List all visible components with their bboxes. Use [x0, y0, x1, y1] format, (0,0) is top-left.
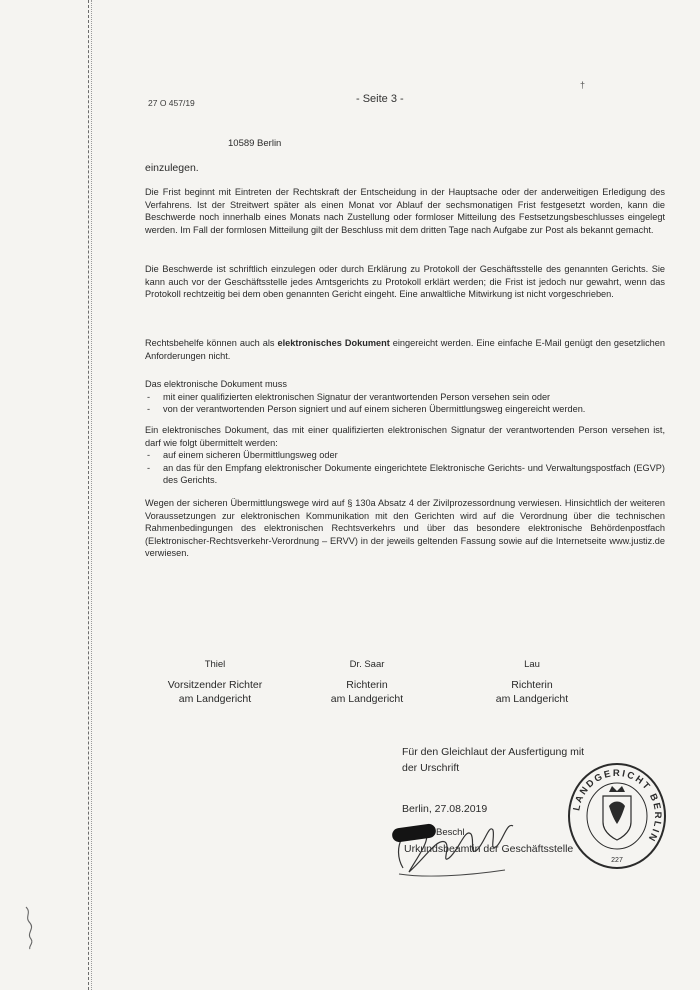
paragraph-dokument-muss — [145, 378, 665, 416]
list-item: - auf einem sicheren Übermittlungsweg oder — [145, 449, 665, 462]
judge-signature-block — [302, 658, 432, 706]
seal-number: 227 — [611, 857, 623, 864]
paragraph-elektronisch-after: eingereicht werden. Eine einfache E-Mail genügt den gesetzlichen Anforderungen nicht. — [145, 338, 665, 361]
list-item: - mit einer qualifizierten elektronischen Signatur der verantwortenden Person versehen sein oder — [145, 391, 665, 404]
certification-text — [402, 744, 584, 776]
paragraph-beschwerde: Die Beschwerde ist schriftlich einzulegen oder durch Erklärung zu Protokoll der Geschäftsstelle des genannten Gerichts. Sie kann auch vor der Geschäftsstelle jedes Amtsgerichts zu Protokoll erklärt werden; die Frist ist jedoch nur gewahrt, wenn das Protokoll rechtzeitig bei dem oben genannten Gericht eingeht. Eine anwaltliche Mitwirkung ist nicht vorgeschrieben. — [145, 264, 665, 300]
list-item: - an das für den Empfang elektronischer Dokumente eingerichtete Elektronische Gerichts- und Verwaltungspostfach (EGVP) des Gerichts. — [145, 462, 665, 487]
page-number: - Seite 3 - — [356, 93, 404, 105]
judge-court: am Landgericht — [495, 693, 569, 705]
judge-court: am Landgericht — [330, 693, 404, 705]
binding-margin-line-secondary — [91, 0, 92, 990]
judge-name: Dr. Saar — [349, 659, 385, 670]
dokument-muss-list — [145, 391, 665, 416]
paragraph-frist: Die Frist beginnt mit Eintreten der Rechtskraft der Entscheidung in der Hauptsache oder der anderweitigen Erledigung des Verfahrens. Ist der Streitwert später als einen Monat vor Ablauf der sechsmonatigen Frist festgesetzt worden, kann die Beschwerde noch innerhalb eines Monats nach Zustellung oder formloser Mitteilung des Festsetzungsbeschlusses eingelegt werden. Im Fall der formlosen Mitteilung gilt der Beschluss mit dem dritten Tage nach Aufgabe zur Post als bekannt gemacht. — [145, 187, 665, 235]
judge-court: am Landgericht — [178, 693, 252, 705]
paragraph-elektronisch — [145, 337, 665, 362]
judge-signature-block — [462, 658, 602, 706]
paragraph-dokument-muss-intro: Das elektronische Dokument muss — [145, 379, 287, 389]
paragraph-verweis: Wegen der sicheren Übermittlungswege wird auf § 130a Absatz 4 der Zivilprozessordnung verwiesen. Hinsichtlich der weiteren Voraussetzungen zur elektronischen Kommunikation mit den Gerichten wird auf die Verordnung über die technischen Rahmenbedingungen des elektronischen Rechtsverkehrs und über das besondere elektronische Behördenpostfach (Elektronischer-Rechtsverkehr-Verordnung – ERVV) in der jeweils geltenden Fassung sowie auf die Internetseite www.justiz.de verwiesen. — [145, 498, 665, 559]
paragraph-uebermittlung — [145, 424, 665, 487]
uebermittlung-list — [145, 449, 665, 487]
seal-text: LANDGERICHT BERLIN — [571, 767, 664, 845]
certification-line: der Urschrift — [402, 762, 460, 774]
judge-name: Lau — [524, 659, 540, 670]
judge-name: Thiel — [204, 659, 226, 670]
judge-title: Vorsitzender Richter — [167, 679, 263, 691]
judge-title: Richterin — [511, 679, 553, 691]
paragraph-elektronisch-before: Rechtsbehelfe können auch als — [145, 338, 278, 348]
binding-margin-line — [88, 0, 89, 990]
judge-signature-block — [140, 658, 290, 706]
corner-mark: † — [580, 80, 586, 90]
intro-word: einzulegen. — [145, 162, 199, 174]
paragraph-uebermittlung-intro: Ein elektronisches Dokument, das mit einer qualifizierten elektronischen Signatur der verantwortenden Person versehen ist, darf wie folgt übermittelt werden: — [145, 425, 665, 448]
clerk-name: Beschl — [436, 827, 465, 838]
judge-title: Richterin — [346, 679, 388, 691]
list-item: - von der verantwortenden Person signiert und auf einem sicheren Übermittlungsweg eingereicht werden. — [145, 403, 665, 416]
address-line: 10589 Berlin — [228, 138, 282, 149]
place-date: Berlin, 27.08.2019 — [402, 803, 488, 815]
margin-scribble-mark — [20, 905, 40, 950]
court-seal-stamp — [565, 760, 669, 872]
paragraph-elektronisch-bold: elektronisches Dokument — [277, 338, 390, 348]
certification-line: Für den Gleichlaut der Ausfertigung mit — [402, 746, 585, 758]
clerk-title: Urkundsbeamtin der Geschäftsstelle — [404, 843, 574, 855]
case-number: 27 O 457/19 — [148, 98, 195, 108]
